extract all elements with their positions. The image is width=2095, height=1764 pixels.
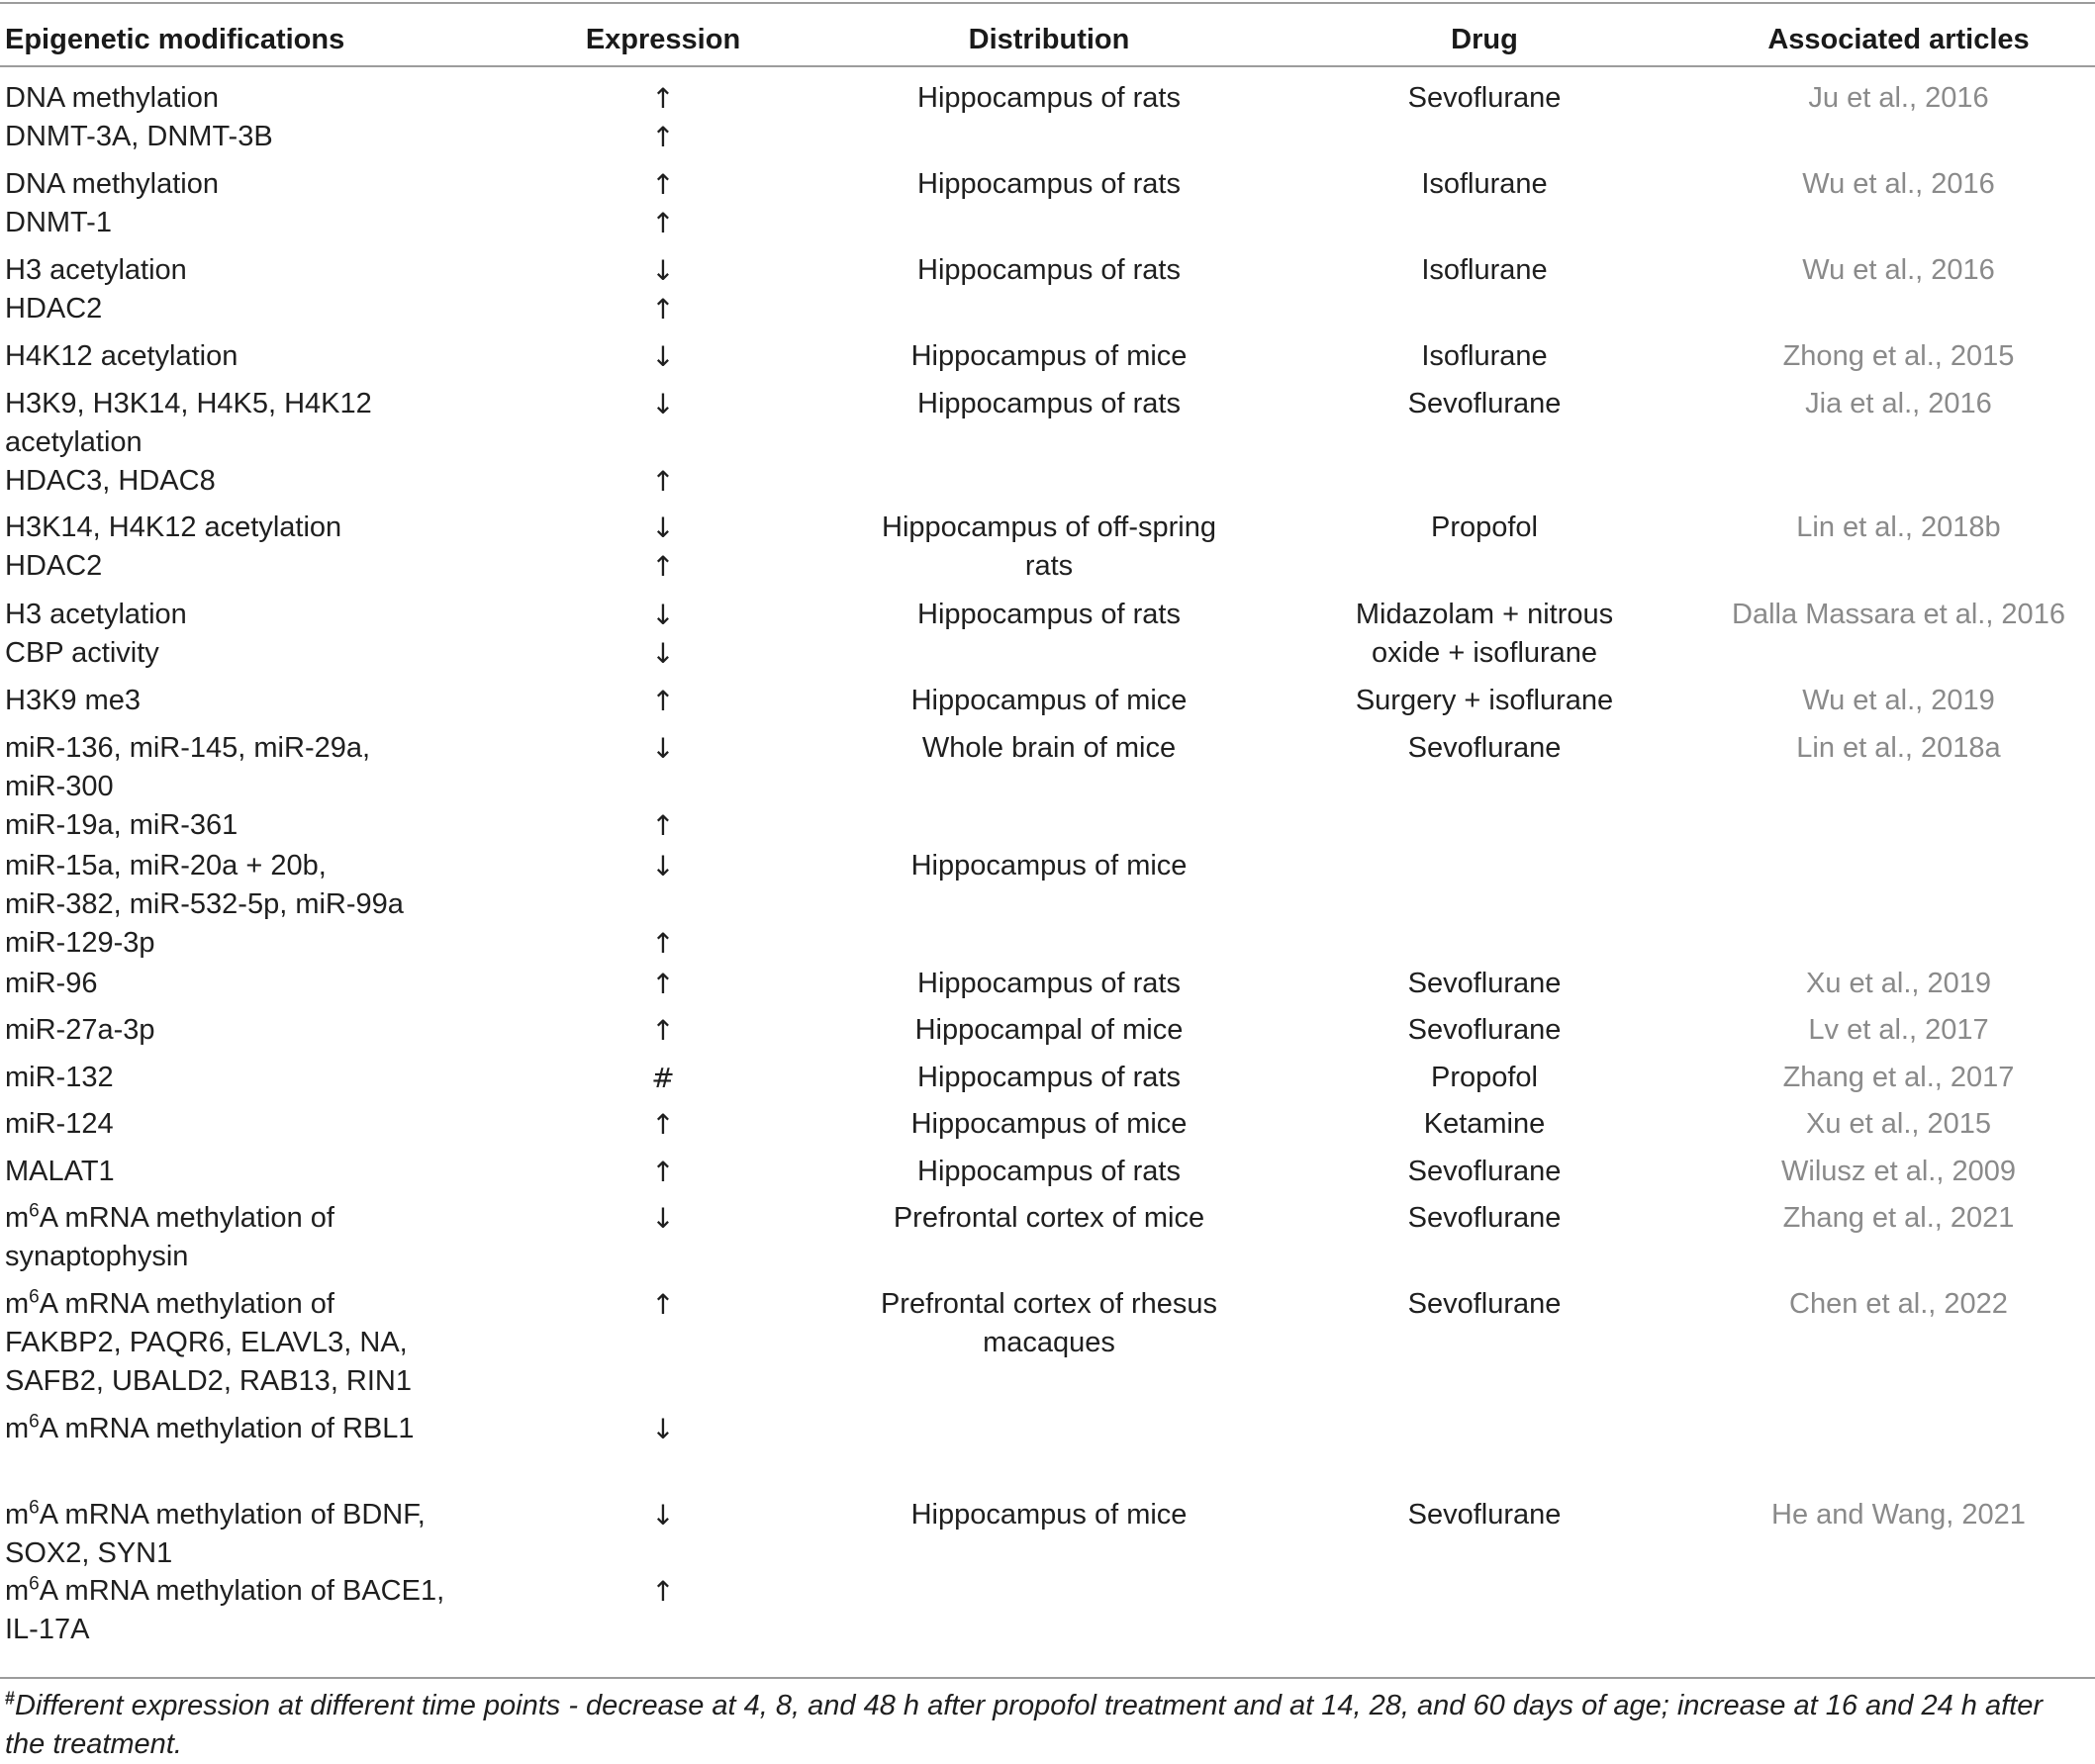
cell-drug: Isoflurane	[1421, 168, 1548, 200]
cell-modification: miR-129-3p	[5, 927, 155, 959]
cell-modification: H3K14, H4K12 acetylation	[5, 511, 342, 543]
cell-drug: Sevoflurane	[1407, 968, 1562, 999]
cell-distribution: Prefrontal cortex of rhesus	[880, 1288, 1218, 1320]
header-drug: Drug	[1451, 24, 1518, 55]
header-modifications: Epigenetic modifications	[5, 24, 345, 55]
superscript: 6	[29, 1200, 40, 1222]
cell-modification: H3K9, H3K14, H4K5, H4K12	[5, 388, 372, 419]
cell-modification: H4K12 acetylation	[5, 340, 238, 372]
superscript: 6	[29, 1573, 40, 1595]
cell-distribution: macaques	[983, 1327, 1115, 1358]
cell-modification: H3K9 me3	[5, 685, 142, 716]
cell-article: Wilusz et al., 2009	[1781, 1156, 2016, 1187]
cell-distribution: Hippocampus of rats	[917, 254, 1181, 286]
cell-drug: oxide + isoflurane	[1371, 637, 1598, 669]
cell-modification: HDAC2	[5, 293, 103, 325]
cell-modification: miR-19a, miR-361	[5, 809, 238, 841]
cell-modification: $m^6A$ mRNA methylation of	[5, 1200, 334, 1234]
cell-modification: miR-27a-3p	[5, 1014, 155, 1046]
cell-expression: ↓	[651, 1202, 675, 1235]
cell-distribution: Hippocampal of mice	[914, 1014, 1184, 1046]
table-bottom-rule	[0, 1677, 2095, 1679]
cell-modification: H3 acetylation	[5, 254, 187, 286]
cell-expression: ↑	[651, 1575, 675, 1608]
cell-modification: SAFB2, UBALD2, RAB13, RIN1	[5, 1365, 412, 1397]
superscript: 6	[29, 1411, 40, 1433]
cell-drug: Isoflurane	[1421, 340, 1548, 372]
cell-expression: ↑	[651, 927, 675, 960]
cell-article: Dalla Massara et al., 2016	[1732, 599, 2065, 630]
cell-distribution: Hippocampus of mice	[910, 1499, 1188, 1531]
cell-distribution: Hippocampus of rats	[917, 599, 1181, 630]
cell-distribution: Prefrontal cortex of mice	[893, 1202, 1205, 1234]
cell-article: Jia et al., 2016	[1805, 388, 1992, 419]
cell-drug: Sevoflurane	[1407, 1499, 1562, 1531]
cell-modification: $m^6A$ mRNA methylation of BACE1,	[5, 1573, 445, 1607]
superscript: 6	[29, 1286, 40, 1308]
cell-modification: miR-132	[5, 1062, 114, 1093]
cell-expression: ↓	[651, 637, 675, 670]
cell-distribution: Hippocampus of mice	[910, 340, 1188, 372]
table-top-rule	[0, 2, 2095, 4]
cell-article: Zhang et al., 2017	[1782, 1062, 2015, 1093]
cell-distribution: Hippocampus of mice	[910, 850, 1188, 882]
cell-expression: ↓	[651, 850, 675, 882]
cell-drug: Midazolam + nitrous	[1355, 599, 1614, 630]
cell-expression: ↑	[651, 1108, 675, 1141]
cell-expression: ↑	[651, 207, 675, 239]
cell-modification: miR-136, miR-145, miR-29a,	[5, 732, 371, 764]
cell-modification: miR-15a, miR-20a + 20b,	[5, 850, 327, 882]
cell-expression: #	[651, 1062, 675, 1094]
cell-article: Zhong et al., 2015	[1782, 340, 2015, 372]
cell-distribution: Hippocampus of rats	[917, 388, 1181, 419]
cell-distribution: Hippocampus of rats	[917, 168, 1181, 200]
cell-modification: synaptophysin	[5, 1241, 189, 1272]
cell-modification: FAKBP2, PAQR6, ELAVL3, NA,	[5, 1327, 408, 1358]
header-expression: Expression	[585, 24, 741, 55]
superscript: 6	[29, 1497, 40, 1519]
footnote-mark: #	[5, 1688, 16, 1709]
cell-modification: $m^6A$ mRNA methylation of BDNF,	[5, 1497, 426, 1531]
cell-expression: ↑	[651, 550, 675, 583]
cell-expression: ↑	[651, 168, 675, 201]
cell-modification: DNMT-1	[5, 207, 112, 238]
cell-modification: miR-382, miR-532-5p, miR-99a	[5, 888, 404, 920]
cell-modification: H3 acetylation	[5, 599, 187, 630]
cell-expression: ↑	[651, 1156, 675, 1188]
cell-expression: ↑	[651, 293, 675, 325]
cell-expression: ↑	[651, 685, 675, 717]
cell-modification: $m^6A$ mRNA methylation of	[5, 1286, 334, 1320]
cell-drug: Sevoflurane	[1407, 1014, 1562, 1046]
cell-expression: ↓	[651, 388, 675, 420]
cell-modification: DNMT-3A, DNMT-3B	[5, 121, 273, 152]
cell-article: Lin et al., 2018b	[1796, 511, 2001, 543]
cell-article: Wu et al., 2016	[1802, 168, 1995, 200]
cell-drug: Propofol	[1430, 1062, 1538, 1093]
cell-modification: CBP activity	[5, 637, 159, 669]
cell-modification: SOX2, SYN1	[5, 1537, 173, 1569]
cell-article: Chen et al., 2022	[1789, 1288, 2008, 1320]
cell-drug: Ketamine	[1423, 1108, 1546, 1140]
cell-modification: HDAC3, HDAC8	[5, 465, 216, 497]
cell-distribution: Hippocampus of mice	[910, 1108, 1188, 1140]
cell-article: Lv et al., 2017	[1808, 1014, 1989, 1046]
cell-modification: DNA methylation	[5, 82, 219, 114]
cell-expression: ↑	[651, 1288, 675, 1321]
cell-drug: Sevoflurane	[1407, 82, 1562, 114]
cell-article: Lin et al., 2018a	[1796, 732, 2001, 764]
cell-modification: DNA methylation	[5, 168, 219, 200]
cell-expression: ↑	[651, 809, 675, 842]
cell-modification: acetylation	[5, 426, 143, 458]
cell-drug: Sevoflurane	[1407, 388, 1562, 419]
cell-expression: ↑	[651, 1014, 675, 1047]
cell-article: Zhang et al., 2021	[1782, 1202, 2015, 1234]
cell-modification: miR-124	[5, 1108, 114, 1140]
cell-modification: $m^6A$ mRNA methylation of RBL1	[5, 1411, 415, 1444]
cell-distribution: rats	[1024, 550, 1074, 582]
table-footnote	[5, 1687, 2088, 1764]
cell-modification: miR-96	[5, 968, 98, 999]
cell-expression: ↑	[651, 968, 675, 1000]
cell-modification: IL-17A	[5, 1614, 90, 1645]
cell-expression: ↓	[651, 511, 675, 544]
cell-drug: Surgery + isoflurane	[1355, 685, 1614, 716]
cell-article: Wu et al., 2016	[1802, 254, 1995, 286]
cell-expression: ↑	[651, 82, 675, 115]
cell-expression: ↓	[651, 1413, 675, 1445]
cell-expression: ↓	[651, 599, 675, 631]
cell-distribution: Hippocampus of off-spring	[882, 511, 1216, 543]
cell-distribution: Hippocampus of rats	[917, 82, 1181, 114]
cell-expression: ↓	[651, 1499, 675, 1532]
cell-expression: ↓	[651, 732, 675, 765]
cell-expression: ↑	[651, 465, 675, 498]
cell-modification: MALAT1	[5, 1156, 115, 1187]
cell-drug: Sevoflurane	[1407, 1288, 1562, 1320]
table-header-rule	[0, 65, 2095, 67]
cell-distribution: Whole brain of mice	[921, 732, 1177, 764]
header-distribution: Distribution	[968, 24, 1130, 55]
cell-article: Xu et al., 2015	[1805, 1108, 1992, 1140]
cell-article: He and Wang, 2021	[1771, 1499, 2026, 1531]
cell-article: Ju et al., 2016	[1808, 82, 1989, 114]
cell-distribution: Hippocampus of rats	[917, 1156, 1181, 1187]
cell-distribution: Hippocampus of rats	[917, 1062, 1181, 1093]
cell-article: Wu et al., 2019	[1802, 685, 1995, 716]
cell-expression: ↓	[651, 340, 675, 373]
cell-modification: miR-300	[5, 771, 114, 802]
cell-distribution: Hippocampus of rats	[917, 968, 1181, 999]
cell-expression: ↓	[651, 254, 675, 287]
cell-drug: Propofol	[1430, 511, 1538, 543]
cell-drug: Sevoflurane	[1407, 1156, 1562, 1187]
cell-distribution: Hippocampus of mice	[910, 685, 1188, 716]
cell-article: Xu et al., 2019	[1805, 968, 1992, 999]
cell-drug: Isoflurane	[1421, 254, 1548, 286]
cell-expression: ↑	[651, 121, 675, 153]
cell-modification: HDAC2	[5, 550, 103, 582]
cell-drug: Sevoflurane	[1407, 732, 1562, 764]
header-articles: Associated articles	[1767, 24, 2030, 55]
cell-drug: Sevoflurane	[1407, 1202, 1562, 1234]
footnote-text: Different expression at different time points - decrease at 4, 8, and 48 h after propofol treatment and at 14, 28, and 60 days of age; increase at 16 and 24 h after the treatment.	[5, 1690, 2044, 1760]
